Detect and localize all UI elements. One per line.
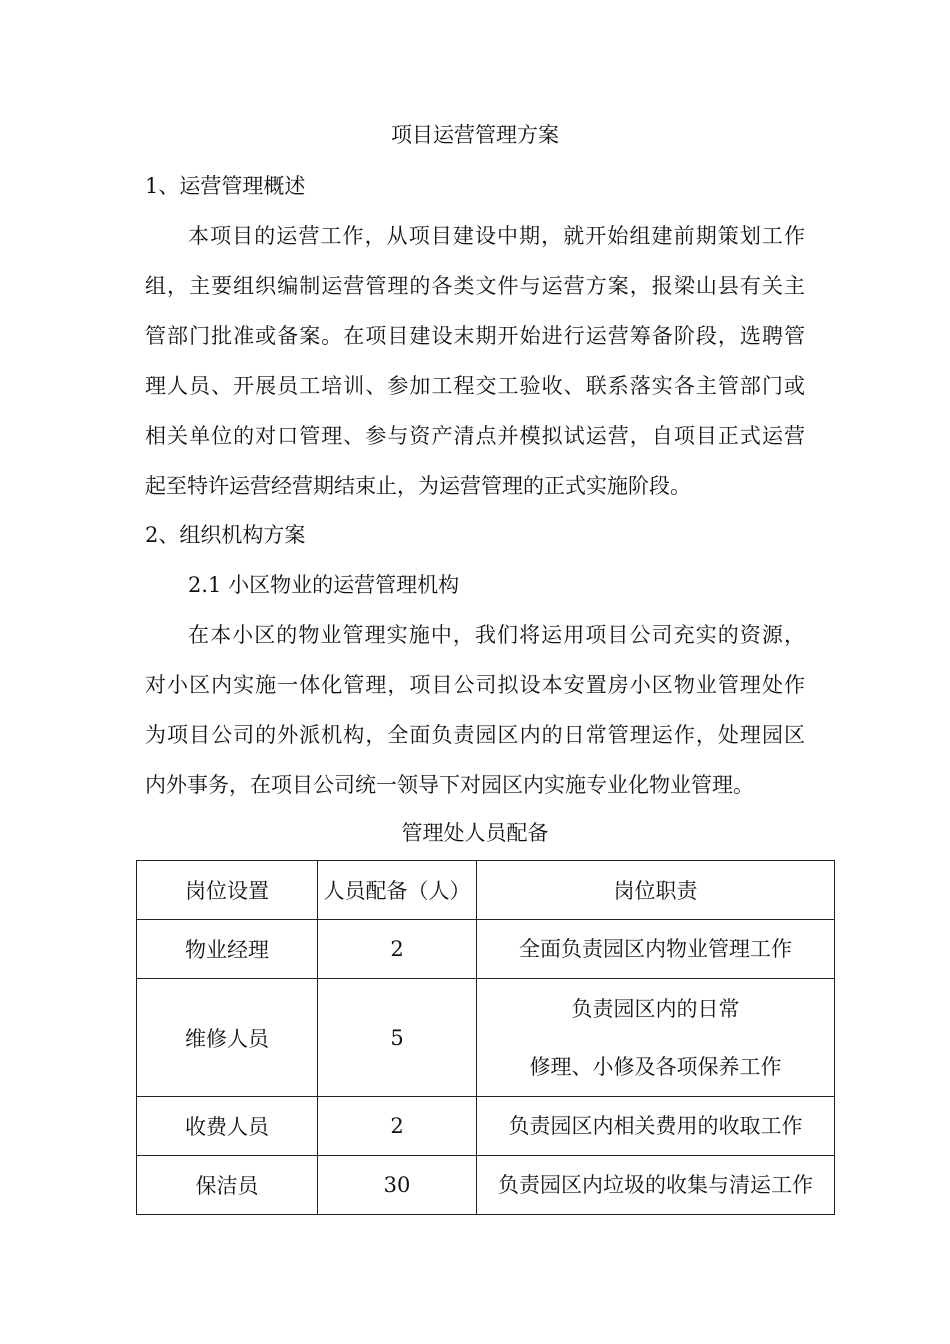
section-1-line-3: 管部门批准或备案。在项目建设末期开始进行运营筹备阶段，选聘管 (145, 324, 805, 348)
section-2-line-2: 对小区内实施一体化管理，项目公司拟设本安置房小区物业管理处作 (145, 673, 805, 697)
cell-count: 30 (318, 1156, 477, 1215)
header-count: 人员配备（人） (318, 861, 477, 920)
section-2-heading: 2、组织机构方案 (145, 523, 306, 547)
table-row (137, 920, 835, 979)
cell-count: 5 (318, 979, 477, 1097)
duty-line: 全面负责园区内物业管理工作 (519, 937, 792, 961)
cell-count: 2 (318, 920, 477, 979)
cell-position: 收费人员 (137, 1097, 318, 1156)
cell-duty (477, 1097, 835, 1156)
section-1-line-2: 组，主要组织编制运营管理的各类文件与运营方案，报梁山县有关主 (145, 274, 805, 298)
cell-count: 2 (318, 1097, 477, 1156)
header-duty: 岗位职责 (477, 861, 835, 920)
table-header-row (137, 861, 835, 920)
cell-duty (477, 979, 835, 1097)
section-1-line-1: 本项目的运营工作，从项目建设中期，就开始组建前期策划工作 (188, 224, 805, 248)
section-2-1-subheading: 2.1 小区物业的运营管理机构 (188, 573, 460, 597)
section-2-line-1: 在本小区的物业管理实施中，我们将运用项目公司充实的资源， (188, 623, 805, 647)
cell-position: 维修人员 (137, 979, 318, 1097)
section-1-line-5: 相关单位的对口管理、参与资产清点并模拟试运营，自项目正式运营 (145, 424, 805, 448)
staffing-table (136, 860, 835, 1215)
table-row (137, 1156, 835, 1215)
section-1-line-4: 理人员、开展员工培训、参加工程交工验收、联系落实各主管部门或 (145, 374, 805, 398)
cell-duty (477, 1156, 835, 1215)
table-caption: 管理处人员配备 (401, 821, 549, 845)
cell-position: 物业经理 (137, 920, 318, 979)
cell-position: 保洁员 (137, 1156, 318, 1215)
section-1-heading: 1、运营管理概述 (145, 174, 306, 198)
table-row (137, 979, 835, 1097)
page-title: 项目运营管理方案 (391, 123, 559, 147)
section-2-line-4: 内外事务，在项目公司统一领导下对园区内实施专业化物业管理。 (145, 773, 754, 797)
duty-line: 修理、小修及各项保养工作 (529, 1054, 782, 1079)
duty-line: 负责园区内垃圾的收集与清运工作 (498, 1173, 813, 1197)
section-2-line-3: 为项目公司的外派机构，全面负责园区内的日常管理运作，处理园区 (145, 723, 805, 747)
cell-duty (477, 920, 835, 979)
header-position: 岗位设置 (137, 861, 318, 920)
duty-line: 负责园区内相关费用的收取工作 (508, 1114, 803, 1138)
table-row (137, 1097, 835, 1156)
duty-line: 负责园区内的日常 (571, 996, 740, 1021)
section-1-line-6: 起至特许运营经营期结束止，为运营管理的正式实施阶段。 (145, 474, 691, 498)
